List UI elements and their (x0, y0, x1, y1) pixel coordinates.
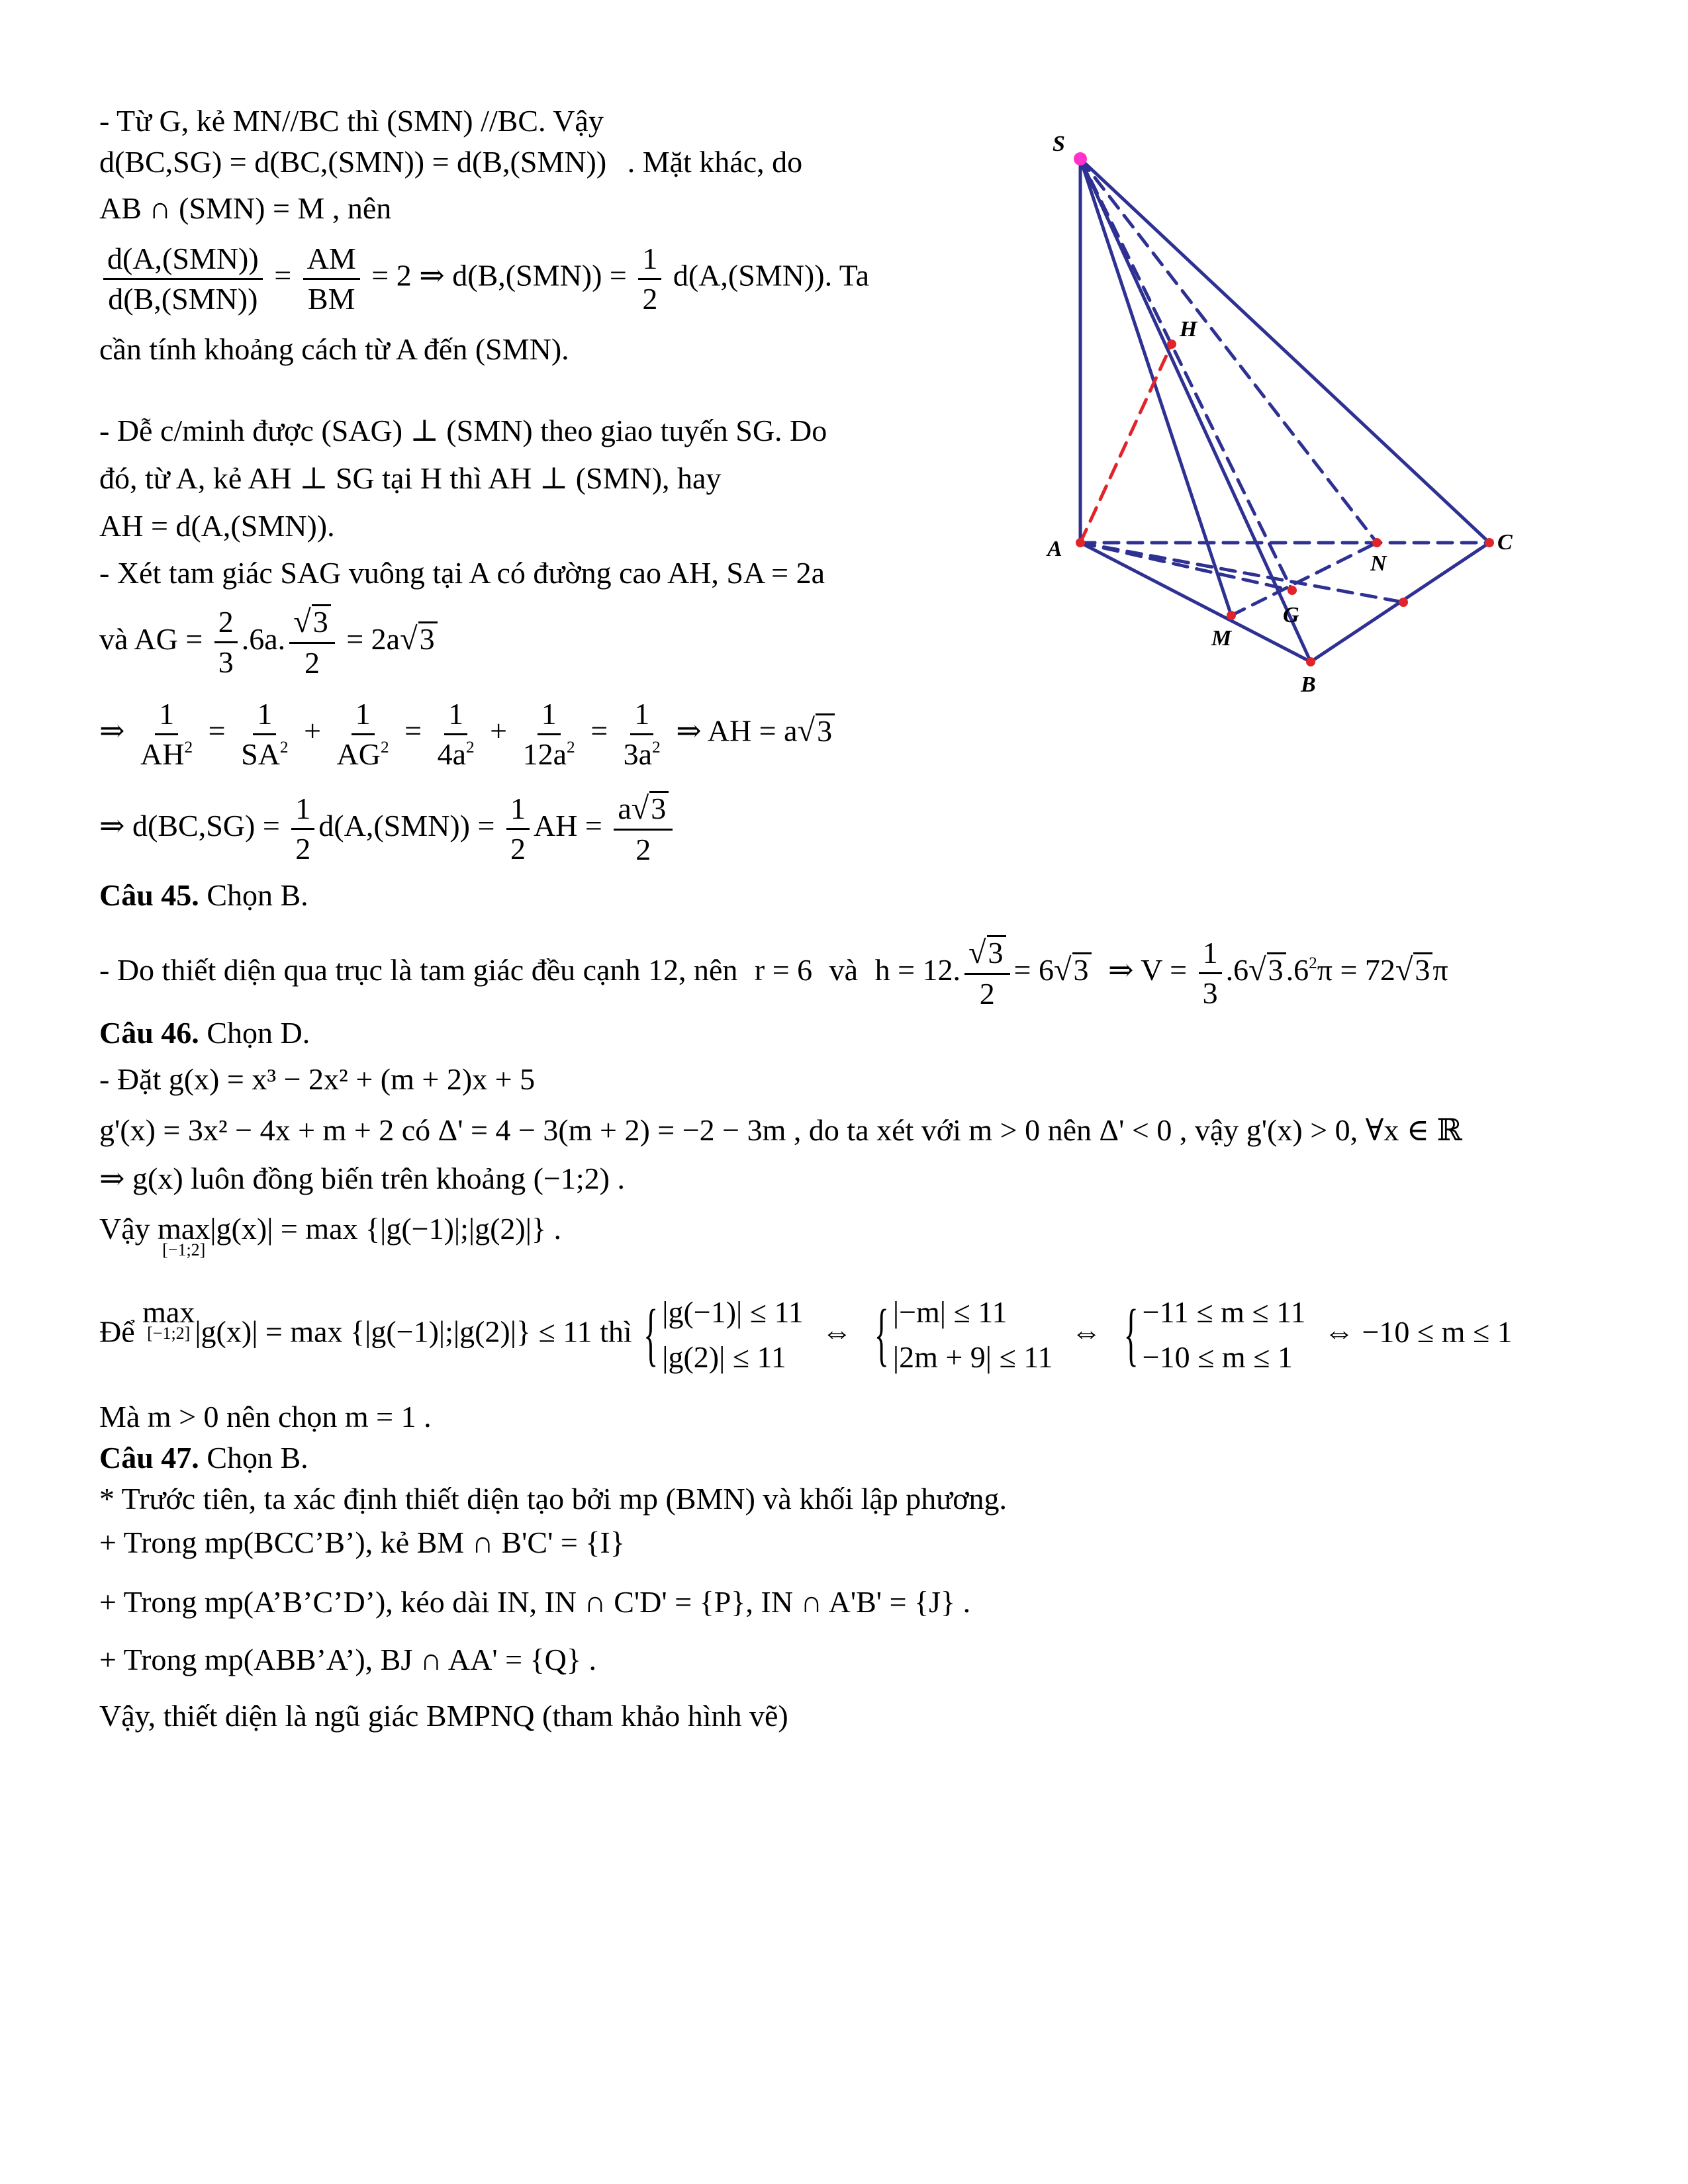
q45-height: h = 12. (874, 952, 961, 987)
step2-line-2: đó, từ A, kẻ AH ⊥ SG tại H thì AH ⊥ (SMN), hay (99, 461, 722, 495)
q46-line-6: Mà m > 0 nên chọn m = 1 . (99, 1400, 432, 1433)
sqrt3-half-fraction: $\frac{√3}{2}$ (289, 602, 335, 682)
q46-final-range: ⇔ −10 ≤ m ≤ 1 (1323, 1314, 1513, 1349)
q46-max-expression: |g(x)| = max {|g(−1)|;|g(2)|} . (210, 1212, 562, 1246)
label-a: A (1047, 537, 1062, 561)
q47-line-2: + Trong mp(BCC’B’), kẻ BM ∩ B'C' = {I} (99, 1525, 625, 1559)
point-h (1167, 340, 1176, 349)
q47-line-3: + Trong mp(A’B’C’D’), kéo dài IN, IN ∩ C'D' = {P}, IN ∩ A'B' = {J} . (99, 1585, 971, 1619)
edge-mn (1231, 543, 1377, 615)
q46-heading: Câu 46. Chọn D. (99, 1016, 310, 1050)
q46-line-1: - Đặt g(x) = x³ − 2x² + (m + 2)x + 5 (99, 1062, 536, 1096)
label-g: G (1283, 603, 1299, 627)
q45-and: và (829, 952, 859, 987)
iff-symbol: ⇔ (821, 1314, 853, 1349)
point-g (1288, 586, 1297, 595)
half-fraction: $\frac{1}{2}$ (291, 790, 314, 868)
q45-radius: r = 6 (754, 952, 813, 987)
half-fraction: $\frac{1}{2}$ (638, 240, 661, 318)
q45-heading: Câu 45. Chọn B. (99, 878, 308, 912)
edge-sg (1080, 159, 1292, 590)
point-s (1074, 152, 1087, 165)
sqrt3-half-fraction: $\frac{√3}{2}$ (964, 933, 1010, 1013)
q47-line-5: Vậy, thiết diện là ngũ giác BMPNQ (tham khảo hình vẽ) (99, 1699, 788, 1733)
ah-sqrt: 3 (816, 713, 835, 747)
brace-1: { (643, 1295, 659, 1373)
point-m (1227, 611, 1236, 620)
iff-symbol: ⇔ (1071, 1314, 1102, 1349)
system-3: −11 ≤ m ≤ 11 −10 ≤ m ≤ 1 (1142, 1295, 1306, 1374)
label-c: C (1497, 530, 1513, 555)
q45-text: - Do thiết diện qua trục là tam giác đều cạnh 12, nên (99, 952, 738, 987)
final-distance-mid: d(A,(SMN)) = (318, 808, 495, 842)
edge-sc (1080, 159, 1489, 543)
one-third-fraction: $\frac{1}{3}$ (1199, 934, 1222, 1012)
half-fraction: $\frac{1}{2}$ (506, 790, 530, 868)
edge-median (1080, 543, 1403, 602)
frac-4a2: $\frac{1}{4a^2}$ (434, 695, 479, 773)
intro-line-2 (99, 147, 802, 177)
two-thirds-fraction: $\frac{2}{3}$ (214, 603, 238, 681)
point-midpoint-bc (1399, 598, 1408, 607)
point-a (1076, 538, 1085, 547)
label-m: M (1211, 626, 1232, 651)
distance-equation: d(BC,SG) = d(BC,(SMN)) = d(B,(SMN)) (99, 145, 607, 179)
ratio-result: = 2 ⇒ d(B,(SMN)) = (371, 258, 627, 293)
step2-line-4: - Xét tam giác SAG vuông tại A có đường cao AH, SA = 2a (99, 556, 825, 590)
label-s: S (1053, 132, 1065, 156)
final-distance-label: ⇒ d(BC,SG) = (99, 808, 280, 842)
pyramid-figure (1033, 126, 1536, 708)
intro-ratio-line: $\frac{\text{d(A,(SMN))}}{\text{d(B,(SMN))}}$ = $\frac{AM}{BM}$ = 2 ⇒ d(B,(SMN)) = $\frac{1}{2}$ d(A,(SMN)). Ta (99, 240, 869, 318)
brace-2: { (874, 1295, 889, 1373)
q45-volume: ⇒ V = (1108, 952, 1188, 987)
system-2: |−m| ≤ 11 |2m + 9| ≤ 11 (892, 1295, 1053, 1374)
q46-line-5 (99, 1297, 1513, 1373)
final-distance-line (99, 789, 677, 869)
label-b: B (1301, 672, 1316, 697)
q46-line-4 (99, 1214, 561, 1259)
step2-line-1: - Dễ c/minh được (SAG) ⊥ (SMN) theo giao tuyến SG. Do (99, 414, 827, 447)
implies-arrow: ⇒ (99, 713, 125, 748)
q46-line-3: ⇒ g(x) luôn đồng biến trên khoảng (−1;2) . (99, 1161, 625, 1195)
a-sqrt3-half-fraction: $\frac{a√3}{2}$ (614, 789, 673, 869)
ah-computation-line: ⇒ $\frac{1}{AH^2}$ = $\frac{1}{SA^2}$ + $\frac{1}{AG^2}$ = $\frac{1}{4a^2}$ + $\frac{1}{12a^2}$ = $\frac{1}{3a^2}$ ⇒ AH = a√3 (99, 695, 835, 773)
label-n: N (1370, 551, 1387, 576)
edge-ab (1080, 543, 1311, 662)
intro-line-5: cần tính khoảng cách từ A đến (SMN). (99, 332, 569, 366)
intro-text: . Mặt khác, do (627, 145, 803, 179)
q47-heading: Câu 47. Chọn B. (99, 1441, 308, 1475)
point-b (1306, 657, 1315, 666)
frac-sa2: $\frac{1}{SA^2}$ (237, 695, 292, 773)
q46-condition: |g(x)| = max {|g(−1)|;|g(2)|} ≤ 11 thì (195, 1314, 632, 1349)
label-h: H (1180, 317, 1197, 341)
edge-ah (1080, 344, 1172, 543)
max-operator: max [−1;2] (142, 1295, 195, 1343)
point-c (1485, 538, 1494, 547)
ratio-fraction: $\frac{\text{d(A,(SMN))}}{\text{d(B,(SMN))}}$ (103, 240, 263, 318)
frac-3a2: $\frac{1}{3a^2}$ (620, 695, 665, 773)
final-ah: AH = (533, 808, 602, 842)
q46-condition-label: Để (99, 1314, 135, 1349)
intro-line-1: - Từ G, kẻ MN//BC thì (SMN) //BC. Vậy (99, 104, 604, 138)
q46-so-label: Vậy (99, 1212, 150, 1246)
am-bm-fraction: $\frac{AM}{BM}$ (303, 240, 360, 318)
q46-line-2: g'(x) = 3x² − 4x + m + 2 có Δ' = 4 − 3(m + 2) = −2 − 3m , do ta xét với m > 0 nên Δ' < 0 , vậy g'(x) > 0, ∀x ∈ ℝ (99, 1113, 1462, 1147)
ah-result: ⇒ AH = a (676, 713, 798, 748)
q47-line-4: + Trong mp(ABB’A’), BJ ∩ AA' = {Q} . (99, 1643, 596, 1676)
ag-result: = 2a (346, 621, 400, 656)
ag-sqrt: 3 (418, 621, 438, 655)
ratio-tail: d(A,(SMN)). Ta (673, 258, 870, 293)
frac-12a2: $\frac{1}{12a^2}$ (519, 695, 579, 773)
brace-3: { (1123, 1295, 1139, 1373)
intro-line-3 (99, 193, 391, 224)
intersection-equation: AB ∩ (SMN) = M (99, 191, 325, 225)
ag-label: và AG = (99, 621, 203, 656)
frac-ag2: $\frac{1}{AG^2}$ (333, 695, 393, 773)
q45-height-result: = 6 (1013, 952, 1054, 987)
q45-line: - Do thiết diện qua trục là tam giác đều cạnh 12, nên r = 6 và h = 12. $\frac{√3}{2}$ = 6√3 ⇒ V = $\frac{1}{3}$ $.6√3.6^2\pi = 72√3\pi$ (99, 933, 1448, 1013)
max-operator: max [−1;2] (158, 1212, 211, 1259)
point-n (1372, 538, 1382, 547)
ag-line: và AG = $\frac{2}{3}$ .6a. $\frac{√3}{2}$ = 2a√3 (99, 602, 438, 682)
frac-ah2: $\frac{1}{AH^2}$ (136, 695, 197, 773)
step2-line-3: AH = d(A,(SMN)). (99, 509, 335, 543)
intro-text: , nên (332, 191, 392, 225)
ag-mid: .6a. (241, 621, 286, 656)
q47-line-1: * Trước tiên, ta xác định thiết diện tạo bởi mp (BMN) và khối lập phương. (99, 1482, 1008, 1516)
system-1: |g(−1)| ≤ 11 |g(2)| ≤ 11 (662, 1295, 804, 1374)
